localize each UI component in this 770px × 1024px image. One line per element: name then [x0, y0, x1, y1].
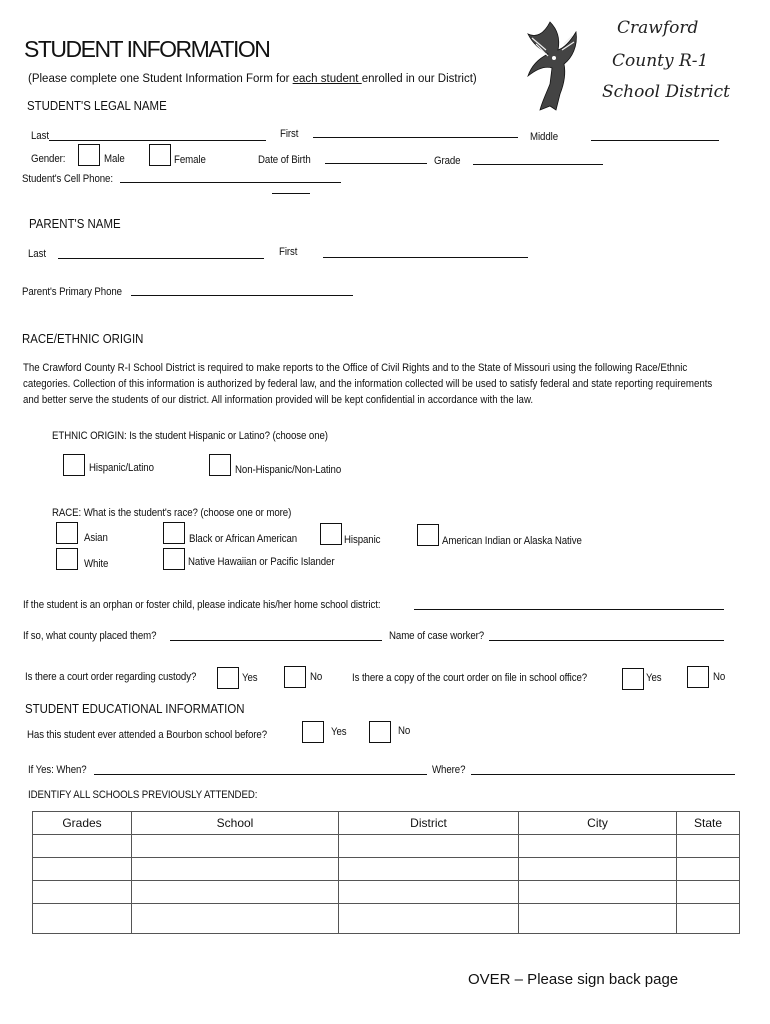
- race-heading: RACE/ETHNIC ORIGIN: [22, 331, 144, 346]
- orphan-question: If the student is an orphan or foster child, please indicate his/her home school district:: [23, 599, 381, 611]
- student-name-heading: STUDENT'S LEGAL NAME: [27, 98, 167, 113]
- when-label: If Yes: When?: [28, 764, 87, 776]
- student-last-label: Last: [31, 130, 49, 142]
- court-order-yes-checkbox[interactable]: [217, 667, 239, 689]
- american-indian-checkbox[interactable]: [417, 524, 439, 546]
- gender-label: Gender:: [31, 153, 66, 165]
- bourbon-no-checkbox[interactable]: [369, 721, 391, 743]
- court-copy-yes-checkbox[interactable]: [622, 668, 644, 690]
- table-row[interactable]: [33, 835, 740, 858]
- parent-first-label: First: [279, 246, 298, 258]
- student-cell-label: Student's Cell Phone:: [22, 173, 113, 185]
- non-hispanic-checkbox[interactable]: [209, 454, 231, 476]
- court-copy-yes-label: Yes: [646, 672, 662, 684]
- education-heading: STUDENT EDUCATIONAL INFORMATION: [25, 701, 245, 716]
- court-order-question: Is there a court order regarding custody?: [25, 671, 197, 683]
- court-order-no-checkbox[interactable]: [284, 666, 306, 688]
- bourbon-question: Has this student ever attended a Bourbon school before?: [27, 729, 268, 741]
- hispanic-latino-label: Hispanic/Latino: [89, 462, 154, 474]
- eagle-logo-icon: [520, 14, 584, 114]
- page-title: STUDENT INFORMATION: [24, 36, 270, 62]
- where-field[interactable]: [471, 774, 735, 775]
- female-label: Female: [174, 154, 206, 166]
- race-paragraph: The Crawford County R-I School District is required to make reports to the Office of Civil Rights and to the State of Missouri using the following Race/Ethnic categories. Collection of this information is authorized by federal law, and the information collected will be used to satisfy federal and state reporting requirements and better serve the students of our district. All information provided will be kept confidential in accordance with the law.: [23, 362, 713, 406]
- when-field[interactable]: [94, 774, 427, 775]
- instruction-text: (Please complete one Student Information Form for each student enrolled in our District): [28, 73, 477, 85]
- black-checkbox[interactable]: [163, 522, 185, 544]
- court-copy-no-label: No: [713, 671, 726, 683]
- parent-phone-field[interactable]: [131, 295, 353, 296]
- county-question: If so, what county placed them?: [23, 630, 157, 642]
- table-row[interactable]: [33, 904, 740, 934]
- white-checkbox[interactable]: [56, 548, 78, 570]
- court-order-no-label: No: [310, 671, 323, 683]
- ethnic-question: ETHNIC ORIGIN: Is the student Hispanic or Latino? (choose one): [52, 430, 328, 442]
- court-copy-question: Is there a copy of the court order on file in school office?: [352, 672, 588, 684]
- court-copy-no-checkbox[interactable]: [687, 666, 709, 688]
- parent-first-field[interactable]: [323, 257, 528, 258]
- schools-table: [32, 811, 740, 934]
- asian-label: Asian: [84, 532, 108, 544]
- hispanic-latino-checkbox[interactable]: [63, 454, 85, 476]
- asian-checkbox[interactable]: [56, 522, 78, 544]
- race-question: RACE: What is the student's race? (choose one or more): [52, 507, 292, 519]
- table-header-state: State: [677, 812, 740, 835]
- black-label: Black or African American: [189, 533, 298, 545]
- dob-label: Date of Birth: [258, 154, 311, 166]
- grade-label: Grade: [434, 155, 461, 167]
- bourbon-yes-checkbox[interactable]: [302, 721, 324, 743]
- student-middle-label: Middle: [530, 131, 558, 143]
- parent-phone-label: Parent's Primary Phone: [22, 286, 122, 298]
- bourbon-no-label: No: [398, 725, 411, 737]
- district-name-line1: Crawford: [617, 18, 699, 38]
- student-cell-field[interactable]: [120, 182, 341, 183]
- student-first-label: First: [280, 128, 299, 140]
- table-header-row: [33, 812, 740, 835]
- county-field[interactable]: [170, 640, 382, 641]
- white-label: White: [84, 558, 109, 570]
- caseworker-question: Name of case worker?: [389, 630, 485, 642]
- table-row[interactable]: [33, 881, 740, 904]
- where-label: Where?: [432, 764, 466, 776]
- parent-last-label: Last: [28, 248, 46, 260]
- court-order-yes-label: Yes: [242, 672, 258, 684]
- identify-schools-label: IDENTIFY ALL SCHOOLS PREVIOUSLY ATTENDED:: [28, 789, 258, 801]
- dob-field[interactable]: [325, 163, 427, 164]
- student-last-field[interactable]: [49, 140, 266, 141]
- caseworker-field[interactable]: [489, 640, 724, 641]
- bourbon-yes-label: Yes: [331, 726, 347, 738]
- non-hispanic-label: Non-Hispanic/Non-Latino: [235, 464, 342, 476]
- parent-name-heading: PARENT'S NAME: [29, 216, 121, 231]
- male-checkbox[interactable]: [78, 144, 100, 166]
- home-district-field[interactable]: [414, 609, 724, 610]
- student-first-field[interactable]: [313, 137, 518, 138]
- pacific-checkbox[interactable]: [163, 548, 185, 570]
- stray-line: [272, 193, 310, 194]
- table-row[interactable]: [33, 858, 740, 881]
- female-checkbox[interactable]: [149, 144, 171, 166]
- over-note: OVER – Please sign back page: [468, 971, 679, 988]
- grade-field[interactable]: [473, 164, 603, 165]
- hispanic-race-checkbox[interactable]: [320, 523, 342, 545]
- student-middle-field[interactable]: [591, 140, 719, 141]
- table-header-district: District: [339, 812, 519, 835]
- district-name-line3: School District: [602, 82, 730, 102]
- parent-last-field[interactable]: [58, 258, 264, 259]
- district-name-line2: County R-1: [612, 51, 709, 71]
- american-indian-label: American Indian or Alaska Native: [442, 535, 582, 547]
- table-header-school: School: [132, 812, 339, 835]
- male-label: Male: [104, 153, 125, 165]
- pacific-label: Native Hawaiian or Pacific Islander: [188, 556, 335, 568]
- hispanic-race-label: Hispanic: [344, 534, 381, 546]
- table-header-city: City: [519, 812, 677, 835]
- table-header-grades: Grades: [33, 812, 132, 835]
